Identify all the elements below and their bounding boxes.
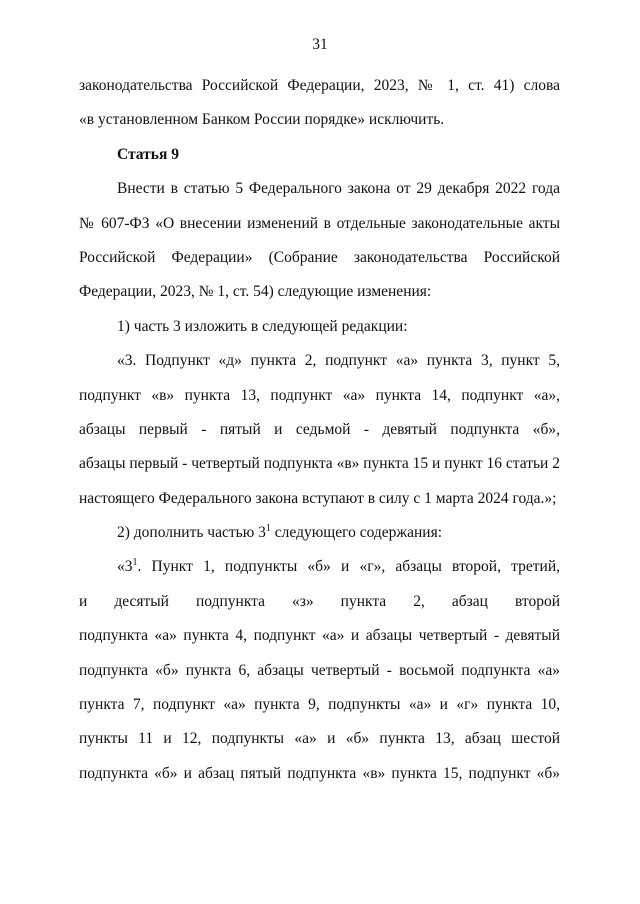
text-fragment: «3 [117, 558, 133, 576]
text-line: законодательства Российской Федерации, 2023, № 1, ст. 41) слова [79, 77, 560, 94]
text-line: Внести в статью 5 Федерального закона от 29 декабря 2022 года [117, 180, 560, 198]
text-fragment: следующего содержания: [270, 524, 443, 542]
text-line: пункты 11 и 12, подпункты «а» и «б» пункта 13, абзац шестой [79, 730, 560, 748]
text-line: настоящего Федерального закона вступают в силу с 1 марта 2024 года.»; [79, 489, 557, 507]
text-line: и десятый подпункта «з» пункта 2, абзац второй [79, 592, 560, 610]
text-line: пункта 7, подпункт «а» пункта 9, подпункты «а» и «г» пункта 10, [79, 696, 560, 714]
document-body [79, 69, 560, 791]
text-fragment: 2) дополнить частью 3 [117, 524, 266, 542]
text-line: подпункта «б» и абзац пятый подпункта «в» пункта 15, подпункт «б» [79, 764, 560, 782]
text-line: № 607-ФЗ «О внесении изменений в отдельные законодательные акты [79, 214, 560, 232]
text-line: «3. Подпункт «д» пункта 2, подпункт «а» пункта 3, пункт 5, [117, 352, 560, 370]
text-line: Российской Федерации» (Собрание законодательства Российской [79, 248, 560, 266]
page-number: 31 [312, 36, 328, 53]
text-line [79, 550, 560, 584]
text-line [79, 516, 560, 550]
text-line: подпункт «в» пункта 13, подпункт «а» пункта 14, подпункт «а», [79, 386, 560, 404]
text-line: абзацы первый - четвертый подпункта «в» пункта 15 и пункт 16 статьи 2 [79, 455, 560, 473]
text-line: абзацы первый - пятый и седьмой - девятый подпункта «б», [79, 420, 560, 438]
superscript: 1 [132, 557, 138, 569]
article-heading: Статья 9 [117, 145, 179, 163]
text-line: подпункта «б» пункта 6, абзацы четвертый - восьмой подпункта «а» [79, 661, 560, 679]
text-line: подпункта «а» пункта 4, подпункт «а» и абзацы четвертый - девятый [79, 627, 560, 645]
text-line: 1) часть 3 изложить в следующей редакции: [117, 317, 408, 335]
text-fragment: . Пункт 1, подпункты «б» и «г», абзацы второй, третий, [137, 558, 560, 576]
text-line: «в установленном Банком России порядке» исключить. [79, 111, 445, 129]
text-line: Федерации, 2023, № 1, ст. 54) следующие изменения: [79, 283, 432, 301]
superscript: 1 [265, 523, 271, 535]
